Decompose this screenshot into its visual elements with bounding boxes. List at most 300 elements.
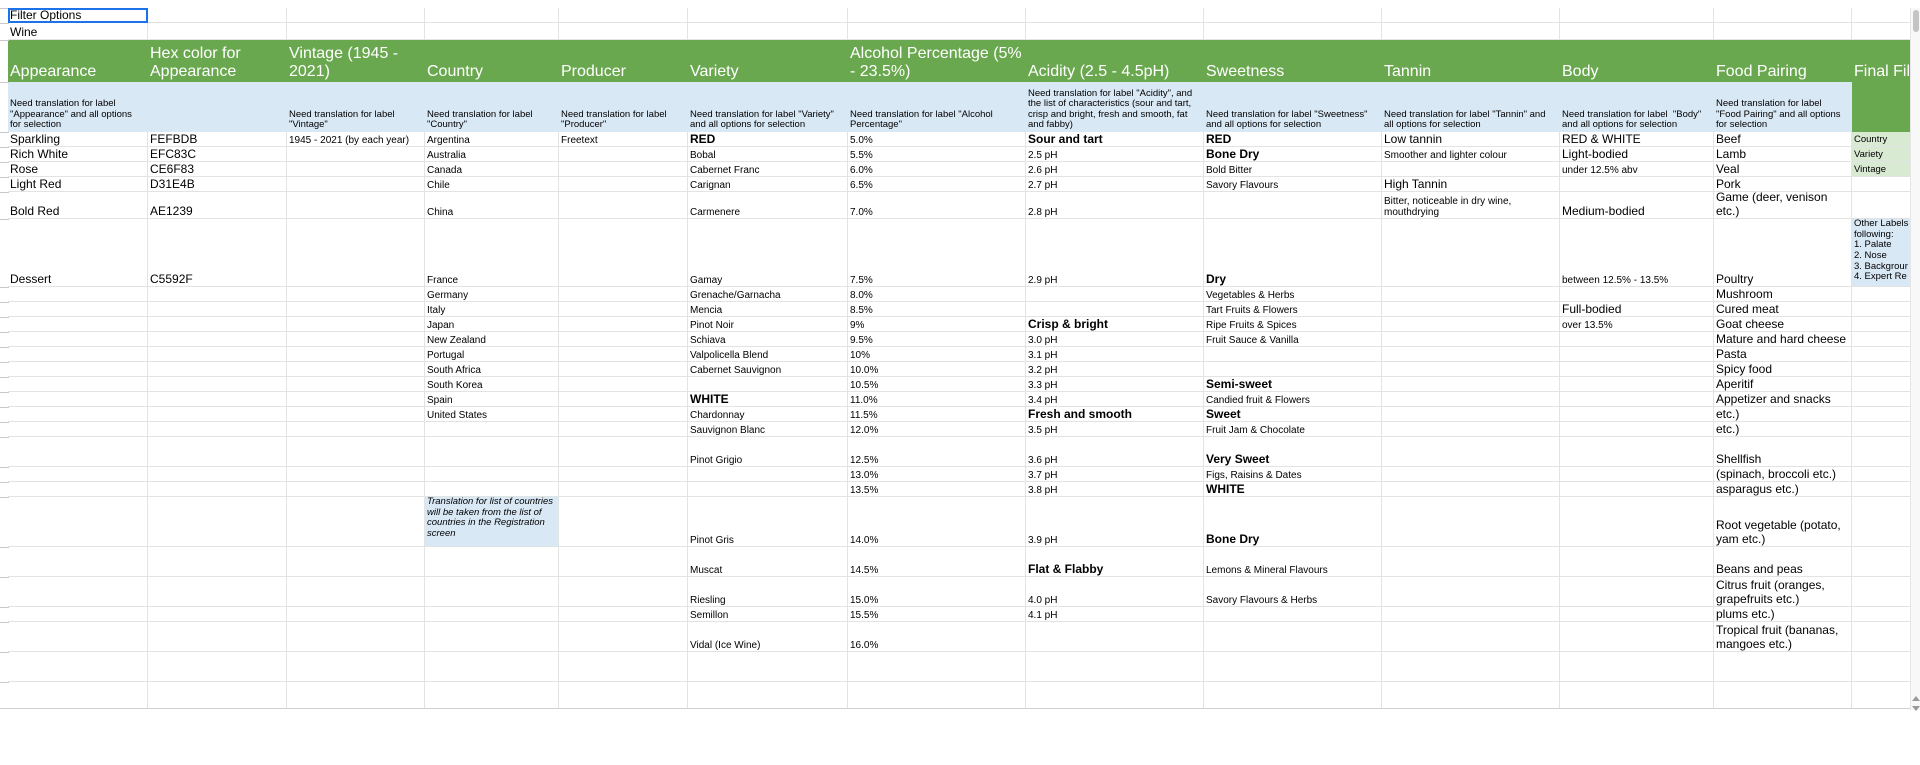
food-pairing-option[interactable] (1714, 347, 1852, 362)
empty-cell[interactable] (148, 377, 287, 392)
variety-option[interactable] (688, 392, 848, 407)
empty-cell[interactable] (559, 392, 688, 407)
empty-cell[interactable] (559, 497, 688, 547)
empty-cell[interactable] (1382, 422, 1560, 437)
country-option[interactable] (425, 177, 559, 192)
empty-cell[interactable] (1382, 577, 1560, 607)
empty-cell[interactable] (1560, 622, 1714, 652)
empty-cell[interactable] (425, 422, 559, 437)
column-header[interactable] (688, 40, 848, 82)
empty-cell[interactable] (148, 287, 287, 302)
empty-cell[interactable] (1714, 682, 1852, 709)
column-header[interactable] (848, 40, 1026, 82)
empty-cell[interactable] (148, 8, 287, 23)
empty-cell[interactable] (1382, 547, 1560, 577)
empty-cell[interactable] (287, 8, 425, 23)
empty-cell[interactable] (148, 317, 287, 332)
empty-cell[interactable] (1382, 497, 1560, 547)
alcohol-option[interactable] (848, 437, 1026, 467)
alcohol-option[interactable] (848, 577, 1026, 607)
body-option[interactable] (1560, 162, 1714, 177)
variety-option[interactable] (688, 177, 848, 192)
empty-cell[interactable] (148, 622, 287, 652)
sweetness-option[interactable] (1204, 392, 1382, 407)
empty-cell[interactable] (848, 23, 1026, 40)
acidity-option[interactable] (1026, 132, 1204, 147)
empty-cell[interactable] (8, 482, 148, 497)
column-header[interactable] (1714, 40, 1852, 82)
food-pairing-option[interactable] (1714, 497, 1852, 547)
empty-cell[interactable] (559, 622, 688, 652)
empty-cell[interactable] (1204, 192, 1382, 219)
empty-cell[interactable] (1852, 652, 1910, 682)
empty-cell[interactable] (425, 607, 559, 622)
empty-cell[interactable] (287, 362, 425, 377)
empty-cell[interactable] (287, 482, 425, 497)
empty-cell[interactable] (1852, 23, 1910, 40)
empty-cell[interactable] (1852, 377, 1910, 392)
variety-option[interactable] (688, 497, 848, 547)
country-option[interactable] (425, 377, 559, 392)
alcohol-option[interactable] (848, 347, 1026, 362)
empty-cell[interactable] (1560, 547, 1714, 577)
translation-note[interactable] (287, 82, 425, 132)
hex-value[interactable] (148, 192, 287, 219)
empty-cell[interactable] (287, 467, 425, 482)
hex-value[interactable] (148, 162, 287, 177)
empty-cell[interactable] (559, 577, 688, 607)
empty-cell[interactable] (1026, 302, 1204, 317)
empty-cell[interactable] (8, 577, 148, 607)
empty-cell[interactable] (1852, 317, 1910, 332)
food-pairing-option[interactable] (1714, 332, 1852, 347)
empty-cell[interactable] (1852, 177, 1910, 192)
empty-cell[interactable] (688, 377, 848, 392)
sweetness-option[interactable] (1204, 547, 1382, 577)
empty-cell[interactable] (1852, 622, 1910, 652)
empty-cell[interactable] (148, 682, 287, 709)
empty-cell[interactable] (8, 287, 148, 302)
empty-cell[interactable] (1382, 287, 1560, 302)
empty-cell[interactable] (1382, 682, 1560, 709)
empty-cell[interactable] (8, 377, 148, 392)
empty-cell[interactable] (8, 547, 148, 577)
country-option[interactable] (425, 192, 559, 219)
empty-cell[interactable] (1382, 392, 1560, 407)
empty-cell[interactable] (425, 682, 559, 709)
tannin-option[interactable] (1382, 177, 1560, 192)
empty-cell[interactable] (1560, 287, 1714, 302)
acidity-option[interactable] (1026, 377, 1204, 392)
alcohol-option[interactable] (848, 287, 1026, 302)
empty-cell[interactable] (1560, 347, 1714, 362)
acidity-option[interactable] (1026, 467, 1204, 482)
acidity-option[interactable] (1026, 547, 1204, 577)
sweetness-option[interactable] (1204, 482, 1382, 497)
empty-cell[interactable] (1852, 362, 1910, 377)
empty-cell[interactable] (559, 607, 688, 622)
empty-cell[interactable] (425, 467, 559, 482)
sweetness-option[interactable] (1204, 162, 1382, 177)
cell-wine[interactable] (8, 23, 148, 40)
alcohol-option[interactable] (848, 377, 1026, 392)
acidity-option[interactable] (1026, 497, 1204, 547)
empty-cell[interactable] (425, 652, 559, 682)
empty-cell[interactable] (559, 547, 688, 577)
translation-note[interactable] (1026, 82, 1204, 132)
empty-cell[interactable] (1026, 8, 1204, 23)
body-option[interactable] (1560, 132, 1714, 147)
empty-cell[interactable] (287, 652, 425, 682)
empty-cell[interactable] (287, 422, 425, 437)
empty-cell[interactable] (1852, 347, 1910, 362)
empty-cell[interactable] (1382, 317, 1560, 332)
empty-cell[interactable] (148, 23, 287, 40)
empty-cell[interactable] (8, 422, 148, 437)
translation-note[interactable] (1852, 82, 1910, 132)
empty-cell[interactable] (559, 377, 688, 392)
empty-cell[interactable] (8, 652, 148, 682)
food-pairing-option[interactable] (1714, 302, 1852, 317)
empty-cell[interactable] (148, 467, 287, 482)
alcohol-option[interactable] (848, 317, 1026, 332)
food-pairing-option[interactable] (1714, 407, 1852, 422)
tannin-option[interactable] (1382, 147, 1560, 162)
alcohol-option[interactable] (848, 392, 1026, 407)
empty-cell[interactable] (1852, 547, 1910, 577)
acidity-option[interactable] (1026, 347, 1204, 362)
empty-cell[interactable] (559, 362, 688, 377)
empty-cell[interactable] (1382, 362, 1560, 377)
food-pairing-option[interactable] (1714, 147, 1852, 162)
food-pairing-option[interactable] (1714, 132, 1852, 147)
column-header[interactable] (287, 40, 425, 82)
sweetness-option[interactable] (1204, 177, 1382, 192)
alcohol-option[interactable] (848, 362, 1026, 377)
column-header[interactable] (148, 40, 287, 82)
empty-cell[interactable] (1382, 407, 1560, 422)
food-pairing-option[interactable] (1714, 422, 1852, 437)
body-option[interactable] (1560, 192, 1714, 219)
food-pairing-option[interactable] (1714, 362, 1852, 377)
column-header[interactable] (1204, 40, 1382, 82)
hex-value[interactable] (148, 132, 287, 147)
empty-cell[interactable] (287, 682, 425, 709)
translation-note[interactable] (559, 82, 688, 132)
translation-note[interactable] (1714, 82, 1852, 132)
empty-cell[interactable] (1714, 23, 1852, 40)
empty-cell[interactable] (688, 23, 848, 40)
empty-cell[interactable] (1382, 219, 1560, 287)
empty-cell[interactable] (148, 577, 287, 607)
empty-cell[interactable] (287, 577, 425, 607)
alcohol-option[interactable] (848, 162, 1026, 177)
empty-cell[interactable] (287, 192, 425, 219)
alcohol-option[interactable] (848, 422, 1026, 437)
empty-cell[interactable] (1560, 377, 1714, 392)
empty-cell[interactable] (1852, 8, 1910, 23)
empty-cell[interactable] (1382, 162, 1560, 177)
food-pairing-option[interactable] (1714, 162, 1852, 177)
empty-cell[interactable] (1382, 607, 1560, 622)
hex-value[interactable] (148, 219, 287, 287)
empty-cell[interactable] (287, 622, 425, 652)
empty-cell[interactable] (1560, 482, 1714, 497)
empty-cell[interactable] (148, 437, 287, 467)
food-pairing-option[interactable] (1714, 437, 1852, 467)
empty-cell[interactable] (8, 437, 148, 467)
empty-cell[interactable] (1560, 23, 1714, 40)
variety-option[interactable] (688, 347, 848, 362)
variety-option[interactable] (688, 577, 848, 607)
empty-cell[interactable] (1560, 407, 1714, 422)
country-translation-note[interactable] (425, 497, 559, 547)
empty-cell[interactable] (559, 302, 688, 317)
empty-cell[interactable] (1204, 347, 1382, 362)
sweetness-option[interactable] (1204, 287, 1382, 302)
empty-cell[interactable] (1560, 362, 1714, 377)
sweetness-option[interactable] (1204, 317, 1382, 332)
sweetness-option[interactable] (1204, 437, 1382, 467)
empty-cell[interactable] (8, 392, 148, 407)
empty-cell[interactable] (1026, 652, 1204, 682)
alcohol-option[interactable] (848, 497, 1026, 547)
producer-freetext[interactable] (559, 132, 688, 147)
empty-cell[interactable] (848, 682, 1026, 709)
empty-cell[interactable] (148, 422, 287, 437)
empty-cell[interactable] (688, 8, 848, 23)
column-header[interactable] (1026, 40, 1204, 82)
alcohol-option[interactable] (848, 177, 1026, 192)
acidity-option[interactable] (1026, 192, 1204, 219)
country-option[interactable] (425, 407, 559, 422)
column-header[interactable] (1382, 40, 1560, 82)
empty-cell[interactable] (148, 547, 287, 577)
empty-cell[interactable] (559, 682, 688, 709)
empty-cell[interactable] (1852, 332, 1910, 347)
empty-cell[interactable] (1382, 652, 1560, 682)
alcohol-option[interactable] (848, 332, 1026, 347)
body-option[interactable] (1560, 317, 1714, 332)
empty-cell[interactable] (1204, 682, 1382, 709)
empty-cell[interactable] (287, 219, 425, 287)
empty-cell[interactable] (1852, 607, 1910, 622)
empty-cell[interactable] (1560, 652, 1714, 682)
other-labels-note[interactable] (1852, 219, 1910, 287)
country-option[interactable] (425, 392, 559, 407)
alcohol-option[interactable] (848, 467, 1026, 482)
empty-cell[interactable] (559, 347, 688, 362)
empty-cell[interactable] (1560, 8, 1714, 23)
alcohol-option[interactable] (848, 607, 1026, 622)
empty-cell[interactable] (1560, 682, 1714, 709)
final-filter-option[interactable] (1852, 132, 1910, 147)
empty-cell[interactable] (1560, 497, 1714, 547)
empty-cell[interactable] (1560, 607, 1714, 622)
acidity-option[interactable] (1026, 437, 1204, 467)
empty-cell[interactable] (1852, 437, 1910, 467)
empty-cell[interactable] (287, 147, 425, 162)
variety-option[interactable] (688, 407, 848, 422)
sweetness-option[interactable] (1204, 302, 1382, 317)
empty-cell[interactable] (1560, 577, 1714, 607)
empty-cell[interactable] (425, 482, 559, 497)
empty-cell[interactable] (287, 162, 425, 177)
food-pairing-option[interactable] (1714, 317, 1852, 332)
empty-cell[interactable] (1852, 192, 1910, 219)
empty-cell[interactable] (1382, 437, 1560, 467)
column-header[interactable] (8, 40, 148, 82)
country-option[interactable] (425, 347, 559, 362)
empty-cell[interactable] (1852, 287, 1910, 302)
empty-cell[interactable] (1852, 467, 1910, 482)
translation-note[interactable] (1560, 82, 1714, 132)
empty-cell[interactable] (559, 287, 688, 302)
column-header[interactable] (1852, 40, 1910, 82)
variety-option[interactable] (688, 162, 848, 177)
empty-cell[interactable] (8, 347, 148, 362)
empty-cell[interactable] (559, 482, 688, 497)
translation-note[interactable] (8, 82, 148, 132)
empty-cell[interactable] (8, 332, 148, 347)
column-header[interactable] (559, 40, 688, 82)
appearance-option[interactable] (8, 162, 148, 177)
empty-cell[interactable] (1026, 287, 1204, 302)
empty-cell[interactable] (8, 607, 148, 622)
empty-cell[interactable] (287, 497, 425, 547)
empty-cell[interactable] (559, 162, 688, 177)
acidity-option[interactable] (1026, 177, 1204, 192)
final-filter-option[interactable] (1852, 162, 1910, 177)
variety-option[interactable] (688, 317, 848, 332)
translation-note[interactable] (1382, 82, 1560, 132)
empty-cell[interactable] (688, 467, 848, 482)
variety-option[interactable] (688, 302, 848, 317)
scroll-down-arrow-icon[interactable] (1912, 706, 1920, 711)
sweetness-option[interactable] (1204, 497, 1382, 547)
empty-cell[interactable] (1382, 482, 1560, 497)
country-option[interactable] (425, 317, 559, 332)
empty-cell[interactable] (559, 219, 688, 287)
empty-cell[interactable] (1852, 682, 1910, 709)
empty-cell[interactable] (559, 147, 688, 162)
food-pairing-option[interactable] (1714, 192, 1852, 219)
empty-cell[interactable] (287, 407, 425, 422)
appearance-option[interactable] (8, 147, 148, 162)
empty-cell[interactable] (1382, 347, 1560, 362)
acidity-option[interactable] (1026, 147, 1204, 162)
variety-option[interactable] (688, 147, 848, 162)
empty-cell[interactable] (287, 287, 425, 302)
empty-cell[interactable] (1204, 362, 1382, 377)
acidity-option[interactable] (1026, 317, 1204, 332)
alcohol-option[interactable] (848, 147, 1026, 162)
empty-cell[interactable] (559, 652, 688, 682)
empty-cell[interactable] (688, 682, 848, 709)
empty-cell[interactable] (425, 8, 559, 23)
column-header[interactable] (1560, 40, 1714, 82)
acidity-option[interactable] (1026, 332, 1204, 347)
empty-cell[interactable] (287, 23, 425, 40)
empty-cell[interactable] (559, 467, 688, 482)
empty-cell[interactable] (1714, 652, 1852, 682)
acidity-option[interactable] (1026, 482, 1204, 497)
empty-cell[interactable] (8, 362, 148, 377)
translation-note[interactable] (148, 82, 287, 132)
appearance-option[interactable] (8, 219, 148, 287)
empty-cell[interactable] (1714, 8, 1852, 23)
sweetness-option[interactable] (1204, 219, 1382, 287)
food-pairing-option[interactable] (1714, 392, 1852, 407)
variety-option[interactable] (688, 287, 848, 302)
food-pairing-option[interactable] (1714, 482, 1852, 497)
empty-cell[interactable] (287, 177, 425, 192)
empty-cell[interactable] (1382, 622, 1560, 652)
empty-cell[interactable] (1382, 467, 1560, 482)
food-pairing-option[interactable] (1714, 547, 1852, 577)
body-option[interactable] (1560, 147, 1714, 162)
empty-cell[interactable] (1560, 422, 1714, 437)
country-option[interactable] (425, 287, 559, 302)
empty-cell[interactable] (1852, 577, 1910, 607)
acidity-option[interactable] (1026, 219, 1204, 287)
variety-option[interactable] (688, 437, 848, 467)
acidity-option[interactable] (1026, 162, 1204, 177)
empty-cell[interactable] (287, 607, 425, 622)
acidity-option[interactable] (1026, 422, 1204, 437)
country-option[interactable] (425, 302, 559, 317)
country-option[interactable] (425, 147, 559, 162)
empty-cell[interactable] (148, 332, 287, 347)
empty-cell[interactable] (1204, 652, 1382, 682)
empty-cell[interactable] (287, 347, 425, 362)
spreadsheet-grid[interactable] (8, 8, 1910, 710)
translation-note[interactable] (688, 82, 848, 132)
empty-cell[interactable] (287, 547, 425, 577)
empty-cell[interactable] (848, 652, 1026, 682)
empty-cell[interactable] (1560, 332, 1714, 347)
empty-cell[interactable] (148, 302, 287, 317)
empty-cell[interactable] (559, 23, 688, 40)
empty-cell[interactable] (287, 437, 425, 467)
empty-cell[interactable] (287, 302, 425, 317)
variety-option[interactable] (688, 332, 848, 347)
empty-cell[interactable] (559, 317, 688, 332)
empty-cell[interactable] (1204, 622, 1382, 652)
empty-cell[interactable] (148, 652, 287, 682)
sweetness-option[interactable] (1204, 147, 1382, 162)
empty-cell[interactable] (559, 437, 688, 467)
variety-option[interactable] (688, 622, 848, 652)
empty-cell[interactable] (148, 607, 287, 622)
empty-cell[interactable] (8, 407, 148, 422)
empty-cell[interactable] (425, 622, 559, 652)
empty-cell[interactable] (1026, 682, 1204, 709)
scroll-up-arrow-icon[interactable] (1912, 696, 1920, 701)
food-pairing-option[interactable] (1714, 219, 1852, 287)
empty-cell[interactable] (1204, 8, 1382, 23)
empty-cell[interactable] (1852, 392, 1910, 407)
acidity-option[interactable] (1026, 362, 1204, 377)
empty-cell[interactable] (1382, 23, 1560, 40)
food-pairing-option[interactable] (1714, 177, 1852, 192)
empty-cell[interactable] (559, 177, 688, 192)
empty-cell[interactable] (425, 437, 559, 467)
empty-cell[interactable] (1560, 467, 1714, 482)
empty-cell[interactable] (1560, 177, 1714, 192)
empty-cell[interactable] (1382, 302, 1560, 317)
country-option[interactable] (425, 132, 559, 147)
